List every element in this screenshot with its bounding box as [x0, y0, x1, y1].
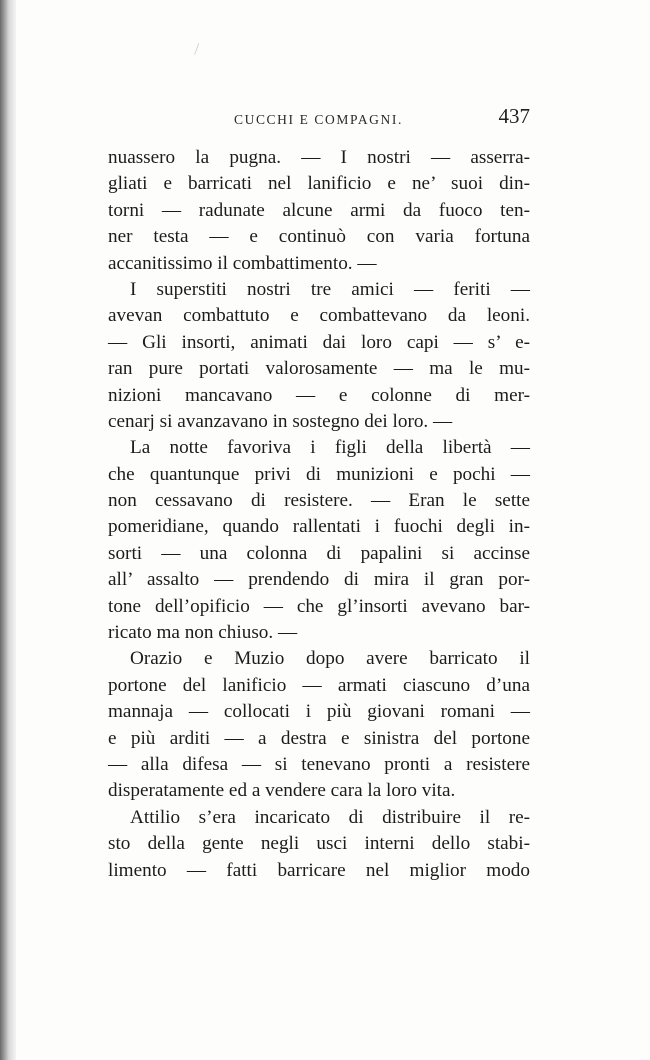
text-line: ran pure portati valorosamente — ma le mu- [108, 358, 530, 380]
text-line: mannaja — collocati i più giovani romani — [108, 701, 530, 723]
text-line: disperatamente ed a vendere cara la loro vita. [108, 780, 456, 802]
text-line: e più arditi — a destra e sinistra del portone [108, 727, 530, 749]
page-header [108, 104, 530, 134]
text-line: nuassero la pugna. — I nostri — asserra- [108, 147, 530, 168]
text-line: sorti — una colonna di papalini si accinse [108, 542, 530, 564]
text-line: all’ assalto — prendendo di mira il gran por- [108, 569, 530, 591]
page-binding-edge [0, 0, 16, 1060]
page-number: 437 [498, 104, 530, 128]
body-text [108, 145, 530, 884]
text-line: non cessavano di resistere. — Eran le sette [108, 490, 530, 512]
text-line: cenarj si avanzavano in sostegno dei loro. — [108, 410, 453, 432]
text-line: gliati e barricati nel lanificio e ne’ suoi din- [108, 173, 530, 195]
text-line: avevan combattuto e combattevano da leoni. [108, 305, 530, 327]
text-line: torni — radunate alcune armi da fuoco ten- [108, 199, 530, 221]
text-line: ricato ma non chiuso. — [108, 622, 298, 644]
text-line: accanitissimo il combattimento. — [108, 252, 377, 274]
text-line: pomeridiane, quando rallentati i fuochi degli in- [108, 516, 530, 538]
text-line: — alla difesa — si tenevano pronti a resistere [108, 753, 530, 775]
text-line: limento — fatti barricare nel miglior modo [108, 859, 530, 881]
text-line: sto della gente negli usci interni dello stabi- [108, 833, 530, 855]
text-line: I superstiti nostri tre amici — feriti — [130, 278, 530, 300]
text-line: tone dell’opificio — che gl’insorti avevano bar- [108, 595, 530, 617]
text-line: nizioni mancavano — e colonne di mer- [108, 384, 530, 406]
text-line: Attilio s’era incaricato di distribuire il re- [130, 806, 530, 828]
text-line: Orazio e Muzio dopo avere barricato il [130, 648, 530, 670]
running-title: CUCCHI E COMPAGNI. [234, 112, 403, 127]
text-line: ner testa — e continuò con varia fortuna [108, 226, 530, 248]
text-line: che quantunque privi di munizioni e pochi — [108, 463, 530, 485]
text-line: La notte favoriva i figli della libertà — [130, 437, 530, 459]
page-mark [194, 43, 205, 57]
text-line: — Gli insorti, animati dai loro capi — s’ e- [108, 331, 530, 353]
text-line: portone del lanificio — armati ciascuno d’una [108, 674, 530, 696]
